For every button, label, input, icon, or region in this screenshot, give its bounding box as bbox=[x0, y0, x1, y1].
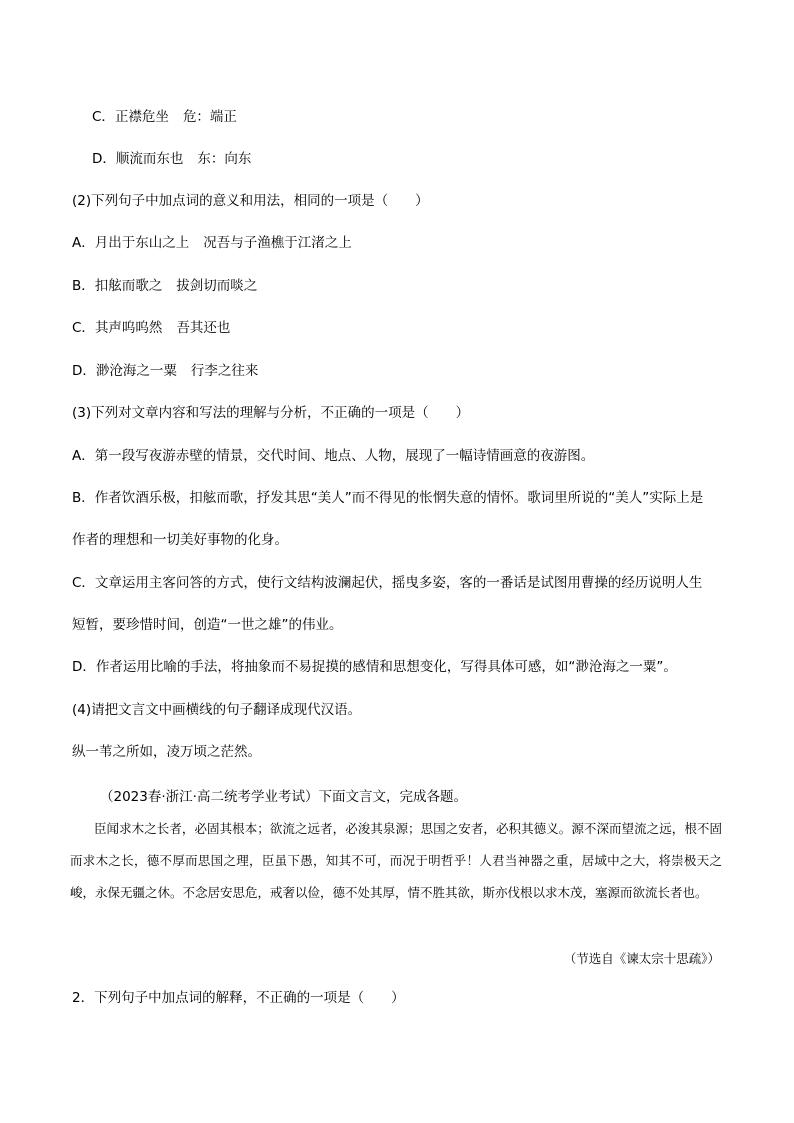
option-second: 行李之往来 bbox=[190, 363, 259, 379]
option-letter: C． bbox=[72, 320, 95, 336]
passage-header: （2023春·浙江·高二统考学业考试）下面文言文，完成各题。 bbox=[100, 789, 467, 805]
q3-option-d: D．作者运用比喻的手法，将抽象而不易捉摸的感情和思想变化，写得具体可感，如“渺沧海之一粟”。 bbox=[72, 659, 677, 675]
option-first: 月出于东山之上 bbox=[94, 235, 190, 251]
option-first: 扣舷而歌之 bbox=[94, 278, 163, 294]
q3-option-b-line1: B．作者饮酒乐极，扣舷而歌，抒发其思“美人”而不得见的怅惘失意的情怀。歌词里所说的“美人”实际上是 bbox=[72, 490, 704, 506]
prev-option-c bbox=[92, 107, 237, 127]
option-letter: D． bbox=[72, 363, 96, 379]
question-2-stem: (2)下列句子中加点词的意义和用法，相同的一项是（ ） bbox=[72, 193, 429, 209]
option-gloss: 危：端正 bbox=[182, 109, 237, 125]
option-letter: D． bbox=[92, 151, 116, 167]
question-2-next-stem: 2．下列句子中加点词的解释，不正确的一项是（ ） bbox=[72, 990, 405, 1006]
q3-option-c-line1: C．文章运用主客问答的方式，使行文结构波澜起伏，摇曳多姿，客的一番话是试图用曹操的经历说明人生 bbox=[72, 575, 703, 591]
option-gloss: 东：向东 bbox=[197, 151, 252, 167]
passage-source: （节选自《谏太宗十思疏》） bbox=[563, 951, 720, 966]
option-letter: A． bbox=[72, 235, 95, 251]
question-4-stem: (4)请把文言文中画横线的句子翻译成现代汉语。 bbox=[72, 702, 362, 718]
option-first: 渺沧海之一粟 bbox=[95, 363, 177, 379]
q2-option-c bbox=[72, 318, 230, 338]
prev-option-d bbox=[92, 149, 251, 169]
option-letter: C． bbox=[92, 109, 115, 125]
option-phrase: 正襟危坐 bbox=[114, 109, 169, 125]
q3-option-a: A．第一段写夜游赤壁的情景，交代时间、地点、人物，展现了一幅诗情画意的夜游图。 bbox=[72, 448, 595, 464]
q3-option-c-line2: 短暂，要珍惜时间，创造“一世之雄”的伟业。 bbox=[72, 617, 343, 633]
q3-option-b-line2: 作者的理想和一切美好事物的化身。 bbox=[72, 532, 288, 548]
option-letter: B． bbox=[72, 278, 95, 294]
option-second: 拔剑切而啖之 bbox=[176, 278, 258, 294]
q2-option-d bbox=[72, 361, 258, 381]
option-phrase: 顺流而东也 bbox=[115, 151, 184, 167]
option-first: 其声呜呜然 bbox=[94, 320, 163, 336]
option-second: 况吾与子渔樵于江渚之上 bbox=[203, 235, 352, 251]
classical-passage: 臣闻求木之长者，必固其根本；欲流之远者，必浚其泉源；思国之安者，必积其德义。源不深而望流之远，根不固而求木之长，德不厚而思国之理，臣虽下愚，知其不可，而况于明哲乎！人君当神器之重，居域中之大，将崇极天之峻，永保无疆之休。不念居安思危，戒奢以俭，德不处其厚，情不胜其欲，斯亦伐根以求木茂，塞源而欲流长者也。 bbox=[70, 821, 722, 900]
question-4-sentence: 纵一苇之所如，凌万顷之茫然。 bbox=[72, 744, 261, 760]
q2-option-b bbox=[72, 276, 257, 296]
question-3-stem: (3)下列对文章内容和写法的理解与分析，不正确的一项是（ ） bbox=[72, 405, 470, 421]
option-second: 吾其还也 bbox=[176, 320, 231, 336]
q2-option-a bbox=[72, 233, 352, 253]
